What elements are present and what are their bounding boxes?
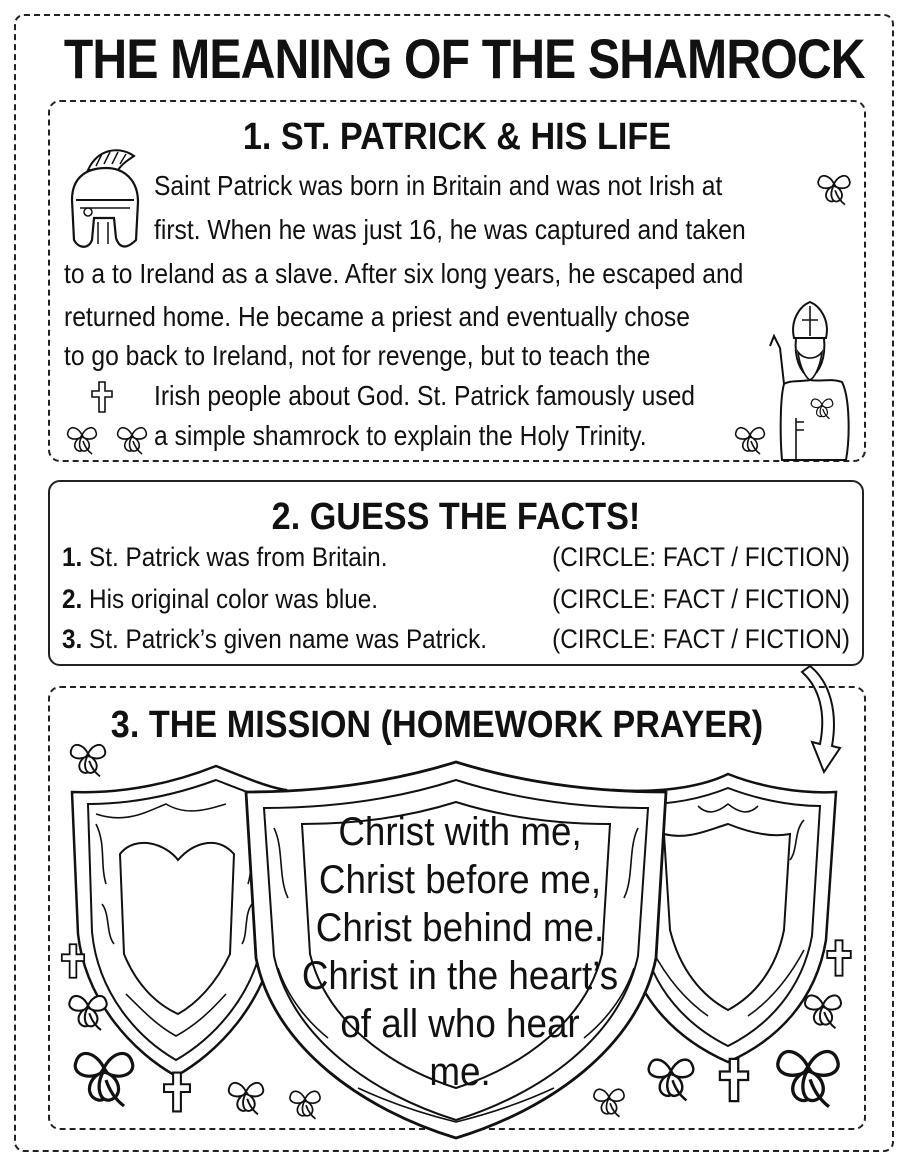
helmet-icon bbox=[58, 140, 148, 264]
section-mission-heading: 3. THE MISSION (HOMEWORK PRAYER) bbox=[110, 704, 764, 746]
life-line-4: returned home. He became a priest and eventually chose bbox=[64, 301, 690, 332]
life-line-6: Irish people about God. St. Patrick famously used bbox=[154, 380, 696, 411]
fact-number: 1. bbox=[62, 542, 83, 572]
life-line-5: to go back to Ireland, not for revenge, but to teach the bbox=[64, 340, 651, 371]
shamrock-icon bbox=[766, 1032, 850, 1110]
section-life-heading: 1. ST. PATRICK & HIS LIFE bbox=[242, 116, 672, 158]
shamrock-icon bbox=[812, 166, 856, 206]
section-facts-heading: 2. GUESS THE FACTS! bbox=[271, 496, 641, 538]
shamrock-icon bbox=[730, 418, 770, 456]
life-line-3: to a to Ireland as a slave. After six long years, he escaped and bbox=[64, 258, 744, 289]
fact-text: St. Patrick’s given name was Patrick. bbox=[82, 624, 487, 654]
fact-choice-1[interactable]: (CIRCLE: FACT / FICTION) bbox=[552, 542, 850, 572]
fact-choice-2[interactable]: (CIRCLE: FACT / FICTION) bbox=[552, 584, 850, 614]
cross-icon bbox=[716, 1056, 752, 1104]
life-line-7: a simple shamrock to explain the Holy Trinity. bbox=[154, 420, 647, 451]
life-line-2: first. When he was just 16, he was captured and taken bbox=[154, 214, 746, 245]
shamrock-icon bbox=[62, 984, 114, 1032]
fact-row-3 bbox=[62, 624, 487, 655]
shamrock-icon bbox=[798, 984, 848, 1030]
cross-icon bbox=[824, 938, 854, 978]
prayer-line-2: Christ before me, bbox=[318, 858, 602, 902]
shamrock-icon bbox=[64, 734, 112, 778]
prayer-line-4: Christ in the heart’s bbox=[301, 954, 619, 998]
shamrock-icon bbox=[284, 1082, 326, 1120]
fact-row-1 bbox=[62, 542, 387, 573]
life-line-1: Saint Patrick was born in Britain and was not Irish at bbox=[154, 170, 723, 201]
section-facts bbox=[48, 480, 864, 666]
cross-icon bbox=[88, 380, 116, 414]
prayer-text bbox=[285, 808, 635, 1096]
fact-row-2 bbox=[62, 584, 378, 615]
cross-icon bbox=[160, 1070, 194, 1114]
shamrock-icon bbox=[588, 1080, 630, 1118]
fact-choice-3[interactable]: (CIRCLE: FACT / FICTION) bbox=[552, 624, 850, 654]
shamrock-icon bbox=[222, 1072, 270, 1116]
fact-text: St. Patrick was from Britain. bbox=[82, 542, 388, 572]
shamrock-icon bbox=[112, 418, 152, 456]
page-title: THE MEANING OF THE SHAMROCK bbox=[63, 27, 865, 90]
fact-number: 3. bbox=[62, 624, 83, 654]
fact-number: 2. bbox=[62, 584, 83, 614]
fact-text: His original color was blue. bbox=[82, 584, 379, 614]
cross-icon bbox=[58, 942, 88, 980]
shamrock-icon bbox=[64, 1036, 144, 1108]
shamrock-icon bbox=[62, 418, 102, 456]
bishop-icon bbox=[760, 298, 860, 462]
shamrock-icon bbox=[640, 1046, 702, 1102]
prayer-line-6: me. bbox=[429, 1050, 491, 1094]
prayer-line-1: Christ with me, bbox=[338, 810, 582, 854]
prayer-line-3: Christ behind me. bbox=[315, 906, 605, 950]
prayer-line-5: of all who hear bbox=[340, 1002, 580, 1046]
